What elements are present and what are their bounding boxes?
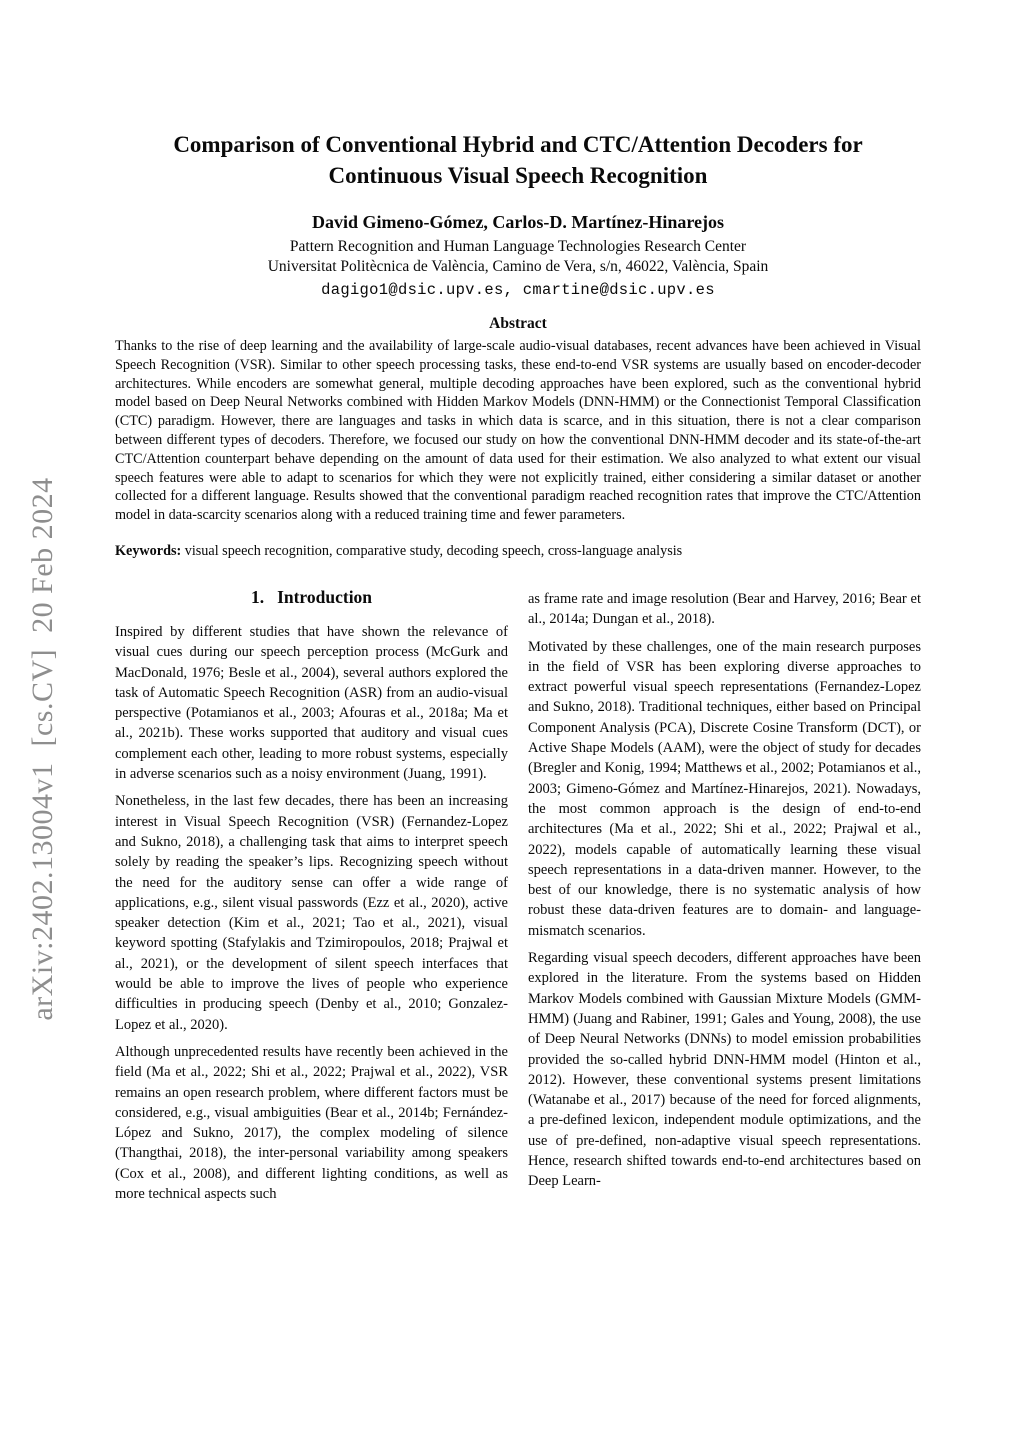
intro-paragraph: Nonetheless, in the last few decades, there has been an increasing interest in Visual Speech Recognition (VSR) (Fernandez-Lopez and Sukno, 2018), a challenging task that aims to interpret speech solely by reading the speaker’s lips. Recognizing speech without the need for the auditory sense can offer a wide range of applications, e.g., silent visual passwords (Ezz et al., 2020), active speaker detection (Kim et al., 2021; Tao et al., 2021), visual keyword spotting (Stafylakis and Tzimiropoulos, 2018; Prajwal et al., 2021), or the development of silent speech interfaces that would be able to improve the lives of people who experience difficulties in producing speech (Denby et al., 2010; Gonzalez-Lopez et al., 2020). bbox=[115, 793, 508, 1033]
two-column-body bbox=[115, 586, 921, 1204]
title-block bbox=[115, 0, 921, 301]
affiliation-line1: Pattern Recognition and Human Language Technologies Research Center bbox=[289, 238, 747, 255]
section-number: 1. bbox=[250, 586, 265, 607]
paper-content bbox=[115, 0, 921, 1204]
author-emails: dagigo1@dsic.upv.es, cmartine@dsic.upv.es bbox=[321, 281, 715, 299]
intro-paragraph: Inspired by different studies that have shown the relevance of visual cues during our speech perception process (McGurk and MacDonald, 1976; Besle et al., 2004), several authors explored the task of Automatic Speech Recognition (ASR) from an audio-visual perspective (Potamianos et al., 2003; Afouras et al., 2018a; Ma et al., 2021b). These works supported that auditory and visual cues complement each other, leading to more robust systems, especially in adverse scenarios such as a noisy environment (Juang, 1991). bbox=[115, 623, 508, 783]
intro-paragraph: Regarding visual speech decoders, different approaches have been explored in the literature. From the systems based on Hidden Markov Models combined with Gaussian Mixture Models (GMM-HMM) (Juang and Rabiner, 1991; Gales and Young, 2008), the use of Deep Neural Networks (DNNs) to model emission probabilities provided the so-called hybrid DNN-HMM model (Hinton et al., 2012). However, these conventional systems present limitations (Watanabe et al., 2017) because of the need for forced alignments, a pre-defined lexicon, independent module optimizations, and the use of pre-defined, non-adaptive visual speech representations. Hence, research shifted towards end-to-end architectures based on Deep Learn- bbox=[528, 950, 921, 1190]
abstract-text: Thanks to the rise of deep learning and the availability of large-scale audio-visual databases, recent advances have been achieved in Visual Speech Recognition (VSR). Similar to other speech processing tasks, these end-to-end VSR systems are usually based on encoder-decoder architectures. While encoders are somewhat general, multiple decoding approaches have been explored, such as the conventional hybrid model based on Deep Neural Networks combined with Hidden Markov Models (DNN-HMM) or the Connectionist Temporal Classification (CTC) paradigm. However, there are languages and tasks in which data is scarce, and in this situation, there is not a clear comparison between different types of decoders. Therefore, we focused our study on how the conventional DNN-HMM decoder and its state-of-the-art CTC/Attention counterpart behave depending on the amount of data used for their estimation. We also analyzed to what extent our visual speech features were able to adapt to scenarios for which they were not explicitly trained, either considering a similar dataset or another collected for a different language. Results showed that the conventional paradigm reached recognition rates that improve the CTC/Attention model in data-scarcity scenarios along with a reduced training time and fewer parameters. bbox=[115, 338, 921, 524]
intro-paragraph: Although unprecedented results have recently been achieved in the field (Ma et al., 2022; Shi et al., 2022; Prajwal et al., 2022), VSR remains an open research problem, where different factors must be considered, e.g., visual ambiguities (Bear et al., 2014b; Fernández-López and Sukno, 2017), the complex modeling of silence (Thangthai, 2018), the inter-personal variability among speakers (Cox et al., 2008), and different lighting conditions, as well as more technical aspects such bbox=[115, 1043, 508, 1202]
keywords-text: visual speech recognition, comparative study, decoding speech, cross-language analysis bbox=[181, 542, 683, 559]
affiliation-line2: Universitat Politècnica de València, Camino de Vera, s/n, 46022, València, Spain bbox=[267, 258, 769, 275]
paper-title-line1: Comparison of Conventional Hybrid and CTC/Attention Decoders for bbox=[173, 132, 863, 157]
section-title: Introduction bbox=[277, 586, 373, 607]
paper-title-line2: Continuous Visual Speech Recognition bbox=[328, 163, 708, 188]
authors-line: David Gimeno-Gómez, Carlos-D. Martínez-Hinarejos bbox=[311, 212, 725, 232]
keywords-line bbox=[115, 542, 921, 561]
section-heading-introduction bbox=[115, 586, 508, 609]
right-column bbox=[528, 586, 921, 1204]
intro-paragraph: as frame rate and image resolution (Bear and Harvey, 2016; Bear et al., 2014a; Dungan et al., 2018). bbox=[528, 590, 921, 628]
arxiv-watermark: arXiv:2402.13004v1 [cs.CV] 20 Feb 2024 bbox=[26, 477, 59, 1021]
intro-paragraph: Motivated by these challenges, one of the main research purposes in the field of VSR has been exploring diverse approaches to extract powerful visual speech representations (Fernandez-Lopez and Sukno, 2018). Traditional techniques, either based on Principal Component Analysis (PCA), Discrete Cosine Transform (DCT), or Active Shape Models (AAM), were the object of study for decades (Bregler and Konig, 1994; Matthews et al., 2002; Potamianos et al., 2003; Gimeno-Gómez and Martínez-Hinarejos, 2021). Nowadays, the most common approach is the design of end-to-end architectures (Ma et al., 2022; Shi et al., 2022; Prajwal et al., 2022), models capable of automatically learning these visual speech representations in a data-driven manner. However, to the best of our knowledge, there is no systematic analysis of how robust these data-driven features are to domain- and language-mismatch scenarios. bbox=[528, 638, 921, 939]
left-column bbox=[115, 586, 508, 1204]
keywords-label: Keywords: bbox=[115, 542, 182, 559]
abstract-heading: Abstract bbox=[489, 315, 547, 332]
